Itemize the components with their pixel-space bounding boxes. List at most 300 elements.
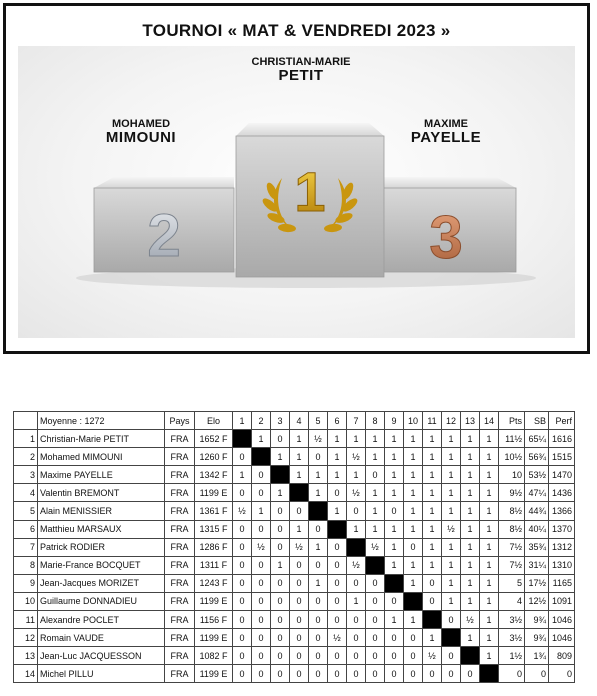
result-cell: 1: [480, 556, 499, 574]
header-round-6: 6: [328, 412, 347, 430]
result-cell: 1: [309, 484, 328, 502]
result-cell: 1: [423, 556, 442, 574]
player-perf: 1370: [549, 520, 575, 538]
self-pairing-cell: [480, 665, 499, 683]
result-cell: 0: [252, 556, 271, 574]
result-cell: 1: [442, 466, 461, 484]
result-cell: 0: [271, 629, 290, 647]
table-row: [14, 466, 575, 484]
player-country: FRA: [165, 466, 195, 484]
result-cell: 0: [347, 502, 366, 520]
player-country: FRA: [165, 502, 195, 520]
winner-second-place: [66, 118, 216, 146]
player-sb: 35¾: [525, 538, 549, 556]
result-cell: 0: [309, 665, 328, 683]
result-cell: 0: [233, 448, 252, 466]
result-cell: 1: [423, 484, 442, 502]
result-cell: 0: [347, 647, 366, 665]
player-country: FRA: [165, 574, 195, 592]
player-perf: 1165: [549, 574, 575, 592]
header-round-2: 2: [252, 412, 271, 430]
player-country: FRA: [165, 611, 195, 629]
result-cell: 0: [233, 538, 252, 556]
result-cell: 1: [328, 430, 347, 448]
result-cell: 0: [347, 665, 366, 683]
result-cell: 1: [347, 592, 366, 610]
player-points: 8½: [499, 520, 525, 538]
header-round-1: 1: [233, 412, 252, 430]
player-rank: 13: [14, 647, 38, 665]
result-cell: 1: [271, 448, 290, 466]
player-sb: 31¼: [525, 556, 549, 574]
result-cell: 1: [442, 592, 461, 610]
player-perf: 1046: [549, 611, 575, 629]
self-pairing-cell: [385, 574, 404, 592]
result-cell: 1: [271, 556, 290, 574]
result-cell: 0: [309, 592, 328, 610]
result-cell: 1: [271, 484, 290, 502]
player-points: 7½: [499, 556, 525, 574]
crosstable-body: [14, 430, 575, 683]
self-pairing-cell: [328, 520, 347, 538]
player-name: Alain MENISSIER: [38, 502, 165, 520]
result-cell: 1: [366, 430, 385, 448]
result-cell: 0: [309, 556, 328, 574]
self-pairing-cell: [290, 484, 309, 502]
result-cell: 1: [366, 502, 385, 520]
result-cell: 1: [366, 448, 385, 466]
result-cell: 0: [233, 556, 252, 574]
result-cell: 0: [252, 520, 271, 538]
result-cell: 1: [328, 466, 347, 484]
result-cell: 0: [271, 538, 290, 556]
result-cell: 0: [366, 466, 385, 484]
result-cell: 0: [271, 665, 290, 683]
player-sb: 44¾: [525, 502, 549, 520]
result-cell: 0: [233, 629, 252, 647]
table-row: [14, 502, 575, 520]
header-round-9: 9: [385, 412, 404, 430]
player-points: 1½: [499, 647, 525, 665]
player-elo: 1243 F: [195, 574, 233, 592]
player-elo: 1286 F: [195, 538, 233, 556]
result-cell: 1: [461, 574, 480, 592]
result-cell: 0: [309, 629, 328, 647]
player-points: 4: [499, 592, 525, 610]
result-cell: 0: [290, 611, 309, 629]
player-elo: 1311 F: [195, 556, 233, 574]
result-cell: 1: [290, 466, 309, 484]
result-cell: 0: [290, 556, 309, 574]
result-cell: 1: [461, 629, 480, 647]
result-cell: 1: [404, 520, 423, 538]
result-cell: 0: [233, 574, 252, 592]
result-cell: 1: [404, 484, 423, 502]
result-cell: ½: [252, 538, 271, 556]
player-sb: 65¼: [525, 430, 549, 448]
result-cell: 0: [442, 647, 461, 665]
result-cell: 1: [442, 556, 461, 574]
result-cell: 1: [480, 484, 499, 502]
player-name: Jean-Luc JACQUESSON: [38, 647, 165, 665]
player-sb: 9¾: [525, 629, 549, 647]
player-points: 3½: [499, 611, 525, 629]
result-cell: 0: [366, 665, 385, 683]
result-cell: 0: [404, 538, 423, 556]
result-cell: 0: [423, 574, 442, 592]
player-perf: 1366: [549, 502, 575, 520]
result-cell: 0: [404, 665, 423, 683]
player-country: FRA: [165, 520, 195, 538]
player-perf: 1091: [549, 592, 575, 610]
podium-poster: [3, 3, 590, 354]
result-cell: 0: [290, 647, 309, 665]
result-cell: 1: [480, 520, 499, 538]
header-round-7: 7: [347, 412, 366, 430]
table-row: [14, 430, 575, 448]
table-row: [14, 629, 575, 647]
result-cell: 0: [442, 665, 461, 683]
crosstable-header-row: [14, 412, 575, 430]
result-cell: 0: [271, 502, 290, 520]
player-elo: 1082 F: [195, 647, 233, 665]
player-sb: 47¼: [525, 484, 549, 502]
player-country: FRA: [165, 538, 195, 556]
result-cell: 1: [309, 574, 328, 592]
player-country: FRA: [165, 448, 195, 466]
player-rank: 10: [14, 592, 38, 610]
result-cell: 1: [442, 502, 461, 520]
result-cell: 1: [461, 448, 480, 466]
result-cell: 1: [423, 520, 442, 538]
player-perf: 1046: [549, 629, 575, 647]
self-pairing-cell: [271, 466, 290, 484]
self-pairing-cell: [461, 647, 480, 665]
result-cell: 1: [290, 430, 309, 448]
result-cell: 0: [366, 574, 385, 592]
header-round-14: 14: [480, 412, 499, 430]
result-cell: 1: [480, 448, 499, 466]
result-cell: 1: [404, 556, 423, 574]
player-name: Romain VAUDE: [38, 629, 165, 647]
table-row: [14, 538, 575, 556]
result-cell: 0: [347, 574, 366, 592]
result-cell: 0: [252, 665, 271, 683]
player-rank: 2: [14, 448, 38, 466]
result-cell: 0: [271, 520, 290, 538]
result-cell: 1: [461, 502, 480, 520]
result-cell: 1: [309, 538, 328, 556]
result-cell: 0: [328, 647, 347, 665]
result-cell: 0: [233, 520, 252, 538]
player-rank: 11: [14, 611, 38, 629]
result-cell: 1: [385, 430, 404, 448]
result-cell: 0: [328, 484, 347, 502]
self-pairing-cell: [309, 502, 328, 520]
player-name: Michel PILLU: [38, 665, 165, 683]
result-cell: 0: [366, 611, 385, 629]
result-cell: 0: [290, 574, 309, 592]
player-country: FRA: [165, 484, 195, 502]
result-cell: 1: [385, 538, 404, 556]
self-pairing-cell: [442, 629, 461, 647]
header-elo: Elo: [195, 412, 233, 430]
self-pairing-cell: [423, 611, 442, 629]
header-round-8: 8: [366, 412, 385, 430]
result-cell: 1: [366, 520, 385, 538]
poster-title: TOURNOI « MAT & VENDREDI 2023 »: [142, 21, 451, 40]
self-pairing-cell: [366, 556, 385, 574]
player-points: 10: [499, 466, 525, 484]
result-cell: 0: [271, 611, 290, 629]
result-cell: 1: [461, 556, 480, 574]
result-cell: ½: [366, 538, 385, 556]
result-cell: 1: [423, 538, 442, 556]
result-cell: 0: [328, 556, 347, 574]
player-perf: 809: [549, 647, 575, 665]
result-cell: 1: [423, 502, 442, 520]
player-name: Patrick RODIER: [38, 538, 165, 556]
crosstable: [13, 411, 575, 683]
header-round-12: 12: [442, 412, 461, 430]
self-pairing-cell: [252, 448, 271, 466]
result-cell: 1: [328, 502, 347, 520]
header-round-10: 10: [404, 412, 423, 430]
player-name: Matthieu MARSAUX: [38, 520, 165, 538]
player-name: Maxime PAYELLE: [38, 466, 165, 484]
winner-first-place: [196, 56, 406, 84]
result-cell: 1: [404, 430, 423, 448]
result-cell: 1: [423, 430, 442, 448]
player-elo: 1199 E: [195, 592, 233, 610]
result-cell: 1: [290, 448, 309, 466]
result-cell: 0: [290, 502, 309, 520]
player-elo: 1199 E: [195, 665, 233, 683]
player-sb: 40¼: [525, 520, 549, 538]
result-cell: 1: [347, 520, 366, 538]
result-cell: 1: [366, 484, 385, 502]
table-row: [14, 611, 575, 629]
player-name: Christian-Marie PETIT: [38, 430, 165, 448]
table-row: [14, 520, 575, 538]
table-row: [14, 592, 575, 610]
result-cell: 1: [385, 520, 404, 538]
player-sb: 53½: [525, 466, 549, 484]
result-cell: 1: [461, 466, 480, 484]
result-cell: 0: [347, 611, 366, 629]
result-cell: ½: [347, 448, 366, 466]
player-rank: 5: [14, 502, 38, 520]
result-cell: 0: [252, 484, 271, 502]
result-cell: 1: [404, 574, 423, 592]
player-sb: 1¾: [525, 647, 549, 665]
player-points: 10½: [499, 448, 525, 466]
result-cell: 1: [480, 574, 499, 592]
result-cell: 1: [404, 466, 423, 484]
player-name: Alexandre POCLET: [38, 611, 165, 629]
result-cell: 0: [423, 665, 442, 683]
result-cell: 1: [385, 466, 404, 484]
result-cell: 1: [233, 466, 252, 484]
result-cell: 0: [423, 592, 442, 610]
result-cell: 0: [290, 665, 309, 683]
result-cell: 1: [480, 502, 499, 520]
result-cell: 0: [233, 647, 252, 665]
result-cell: 0: [366, 647, 385, 665]
player-elo: 1199 E: [195, 629, 233, 647]
result-cell: ½: [328, 629, 347, 647]
player-elo: 1342 F: [195, 466, 233, 484]
result-cell: 1: [461, 484, 480, 502]
result-cell: 1: [347, 466, 366, 484]
winner-third-place: [371, 118, 521, 146]
player-perf: 1310: [549, 556, 575, 574]
result-cell: 0: [233, 592, 252, 610]
player-points: 7½: [499, 538, 525, 556]
player-name: Mohamed MIMOUNI: [38, 448, 165, 466]
player-elo: 1199 E: [195, 484, 233, 502]
result-cell: 0: [442, 611, 461, 629]
header-round-4: 4: [290, 412, 309, 430]
table-row: [14, 556, 575, 574]
result-cell: 1: [442, 574, 461, 592]
result-cell: 0: [252, 647, 271, 665]
result-cell: 1: [385, 448, 404, 466]
result-cell: 1: [461, 520, 480, 538]
result-cell: 0: [461, 665, 480, 683]
result-cell: 0: [328, 574, 347, 592]
table-row: [14, 647, 575, 665]
result-cell: 1: [423, 448, 442, 466]
result-cell: 1: [385, 611, 404, 629]
result-cell: 1: [309, 466, 328, 484]
result-cell: 0: [309, 647, 328, 665]
player-elo: 1652 F: [195, 430, 233, 448]
player-rank: 1: [14, 430, 38, 448]
result-cell: 1: [442, 484, 461, 502]
result-cell: ½: [423, 647, 442, 665]
player-sb: 12½: [525, 592, 549, 610]
player-rank: 7: [14, 538, 38, 556]
result-cell: 0: [309, 611, 328, 629]
player-elo: 1260 F: [195, 448, 233, 466]
result-cell: 1: [423, 466, 442, 484]
result-cell: ½: [347, 484, 366, 502]
header-sb: SB: [525, 412, 549, 430]
player-points: 9½: [499, 484, 525, 502]
result-cell: 0: [233, 665, 252, 683]
result-cell: 1: [461, 592, 480, 610]
result-cell: 0: [366, 592, 385, 610]
player-perf: 1515: [549, 448, 575, 466]
player-name: Jean-Jacques MORIZET: [38, 574, 165, 592]
result-cell: 0: [271, 430, 290, 448]
result-cell: 0: [385, 665, 404, 683]
table-row: [14, 574, 575, 592]
header-round-11: 11: [423, 412, 442, 430]
result-cell: 1: [404, 502, 423, 520]
header-points: Pts: [499, 412, 525, 430]
player-rank: 14: [14, 665, 38, 683]
winner-second-firstname: MOHAMED: [111, 118, 171, 130]
result-cell: 1: [404, 448, 423, 466]
player-rank: 3: [14, 466, 38, 484]
header-perf: Perf: [549, 412, 575, 430]
result-cell: 1: [252, 502, 271, 520]
player-country: FRA: [165, 556, 195, 574]
player-perf: 1312: [549, 538, 575, 556]
header-round-3: 3: [271, 412, 290, 430]
result-cell: ½: [347, 556, 366, 574]
result-cell: 0: [290, 592, 309, 610]
result-cell: 1: [252, 430, 271, 448]
player-perf: 1470: [549, 466, 575, 484]
result-cell: 0: [404, 647, 423, 665]
self-pairing-cell: [233, 430, 252, 448]
result-cell: 1: [480, 629, 499, 647]
result-cell: 0: [309, 520, 328, 538]
player-points: 11½: [499, 430, 525, 448]
winner-third-firstname: MAXIME: [424, 118, 468, 130]
player-elo: 1156 F: [195, 611, 233, 629]
table-row: [14, 484, 575, 502]
result-cell: 0: [233, 484, 252, 502]
result-cell: 0: [385, 502, 404, 520]
header-average: Moyenne : 1272: [38, 412, 165, 430]
header-rank-cell: [14, 412, 38, 430]
result-cell: 1: [442, 430, 461, 448]
result-cell: 1: [442, 538, 461, 556]
result-cell: 1: [461, 538, 480, 556]
player-name: Guillaume DONNADIEU: [38, 592, 165, 610]
player-points: 5: [499, 574, 525, 592]
result-cell: 0: [309, 448, 328, 466]
rank-one-numeral: 1: [294, 160, 326, 223]
result-cell: 0: [290, 629, 309, 647]
result-cell: 1: [442, 448, 461, 466]
result-cell: 0: [252, 466, 271, 484]
player-sb: 9¾: [525, 611, 549, 629]
player-rank: 12: [14, 629, 38, 647]
result-cell: 0: [271, 647, 290, 665]
player-name: Marie-France BOCQUET: [38, 556, 165, 574]
result-cell: 1: [480, 611, 499, 629]
result-cell: ½: [461, 611, 480, 629]
player-points: 8½: [499, 502, 525, 520]
player-points: 3½: [499, 629, 525, 647]
result-cell: 0: [252, 629, 271, 647]
result-cell: ½: [290, 538, 309, 556]
winner-first-lastname: PETIT: [278, 67, 324, 84]
result-cell: 0: [328, 538, 347, 556]
player-country: FRA: [165, 629, 195, 647]
player-perf: 0: [549, 665, 575, 683]
player-rank: 4: [14, 484, 38, 502]
result-cell: 0: [252, 611, 271, 629]
table-row: [14, 665, 575, 683]
player-country: FRA: [165, 665, 195, 683]
result-cell: 0: [328, 665, 347, 683]
rank-two-numeral: 2: [147, 202, 181, 269]
result-cell: 0: [328, 592, 347, 610]
winner-first-firstname: CHRISTIAN-MARIE: [251, 56, 351, 68]
result-cell: 0: [328, 611, 347, 629]
result-cell: 1: [480, 430, 499, 448]
result-cell: 0: [385, 629, 404, 647]
player-country: FRA: [165, 430, 195, 448]
result-cell: 0: [366, 629, 385, 647]
player-elo: 1315 F: [195, 520, 233, 538]
